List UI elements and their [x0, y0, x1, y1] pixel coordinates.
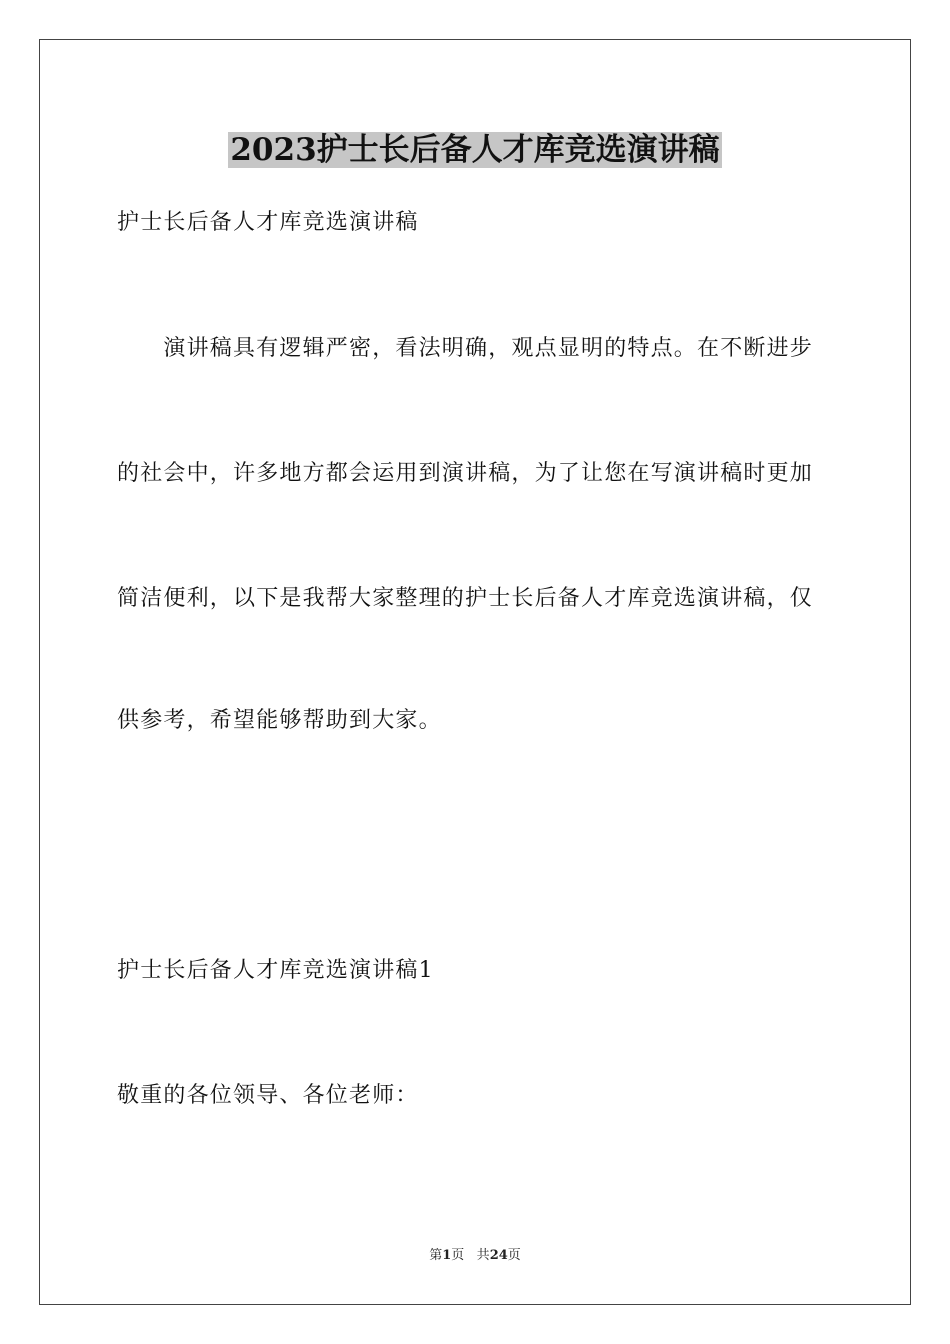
- footer-page-number: 1: [442, 1248, 452, 1263]
- footer-total-prefix: 共: [476, 1248, 490, 1263]
- salutation: 敬重的各位领导、各位老师：: [117, 1083, 419, 1108]
- footer-page-suffix: 页: [451, 1248, 465, 1263]
- footer-total-suffix: 页: [507, 1248, 521, 1263]
- document-title-text: 2023护士长后备人才库竞选演讲稿: [230, 132, 720, 168]
- footer-total-pages: 24: [489, 1248, 508, 1263]
- document-title: [0, 128, 950, 172]
- page-footer: [0, 1247, 950, 1265]
- footer-page-prefix: 第: [429, 1248, 443, 1263]
- intro-line-3: 简洁便利，以下是我帮大家整理的护士长后备人才库竞选演讲稿，仅: [117, 586, 814, 611]
- intro-line-4: 供参考，希望能够帮助到大家。: [117, 708, 442, 733]
- intro-line-2: 的社会中，许多地方都会运用到演讲稿，为了让您在写演讲稿时更加: [117, 461, 814, 486]
- intro-line-1: 演讲稿具有逻辑严密，看法明确，观点显明的特点。在不断进步: [117, 336, 814, 361]
- document-subtitle: 护士长后备人才库竞选演讲稿: [117, 210, 419, 235]
- section-heading: 护士长后备人才库竞选演讲稿1: [117, 958, 434, 983]
